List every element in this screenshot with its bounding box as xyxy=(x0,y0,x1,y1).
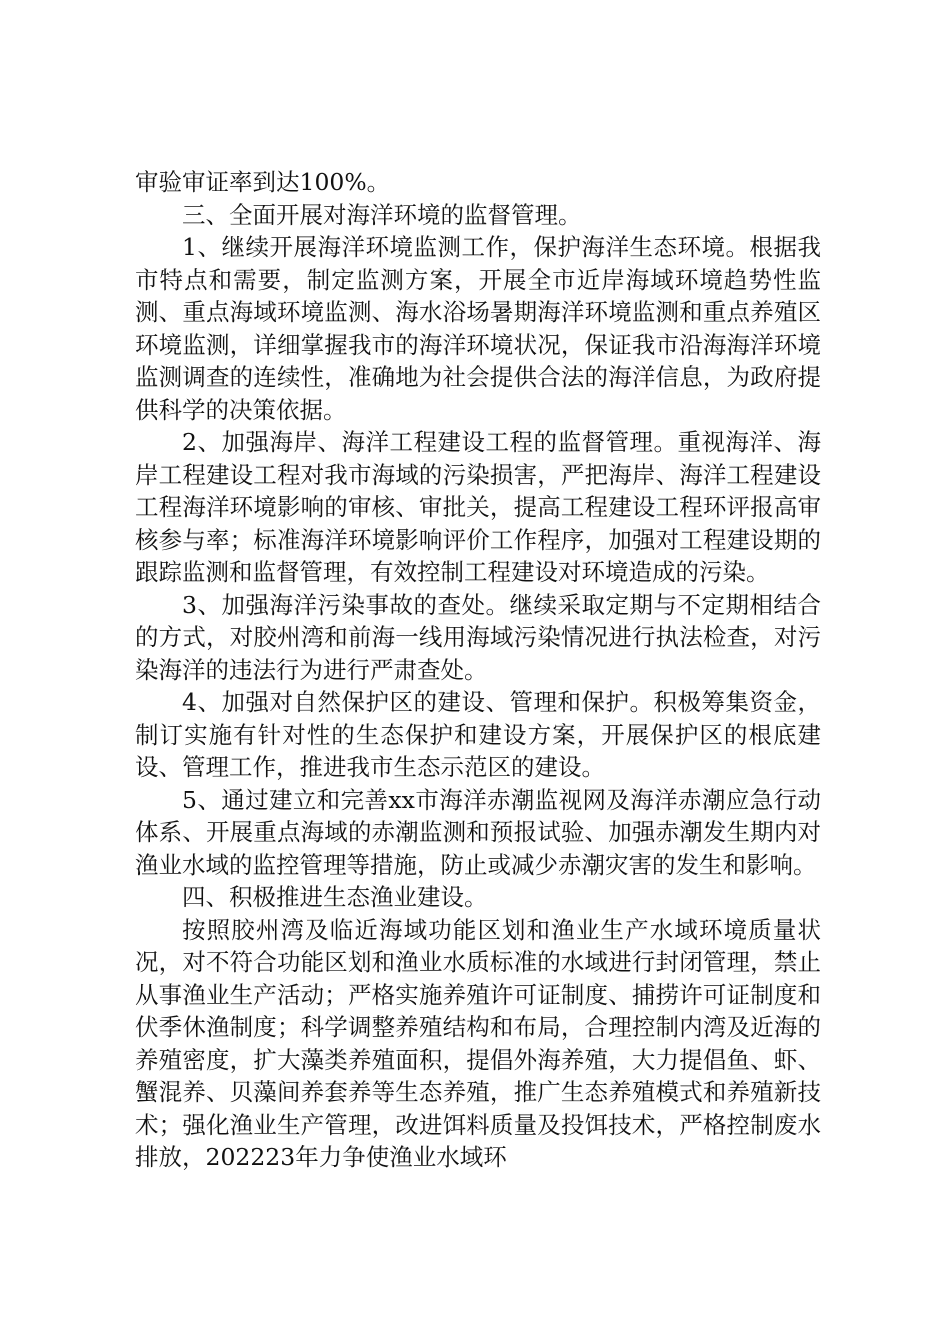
section-heading-three: 三、全面开展对海洋环境的监督管理。 xyxy=(182,200,582,229)
paragraph-fishery: 按照胶州湾及临近海域功能区划和渔业生产水域环境质量状况，对不符合功能区划和渔业水质标准的水域进行封闭管理，禁止从事渔业生产活动；严格实施养殖许可证制度、捕捞许可证制度和伏季休渔制度；科学调整养殖结构和布局，合理控制内湾及近海的养殖密度，扩大藻类养殖面积，提倡外海养殖，大力提倡鱼、虾、蟹混养、贝藻间养套养等生态养殖，推广生态养殖模式和养殖新技术；强化渔业生产管理，改进饵料质量及投饵技术，严格控制废水排放，202223年力争使渔业水域环 xyxy=(135,915,821,1171)
section-heading-four: 四、积极推进生态渔业建设。 xyxy=(182,883,488,911)
paragraph-continuation: 审验审证率到达100%。 xyxy=(135,168,391,196)
paragraph-item-4: 4、加强对自然保护区的建设、管理和保护。积极筹集资金，制订实施有针对性的生态保护和建设方案，开展保护区的根底建设、管理工作，推进我市生态示范区的建设。 xyxy=(135,688,821,781)
paragraph-item-2: 2、加强海岸、海洋工程建设工程的监督管理。重视海洋、海岸工程建设工程对我市海域的污染损害，严把海岸、海洋工程建设工程海洋环境影响的审核、审批关，提高工程建设工程环评报高审核参与率；标准海洋环境影响评价工作程序，加强对工程建设期的跟踪监测和监督管理，有效控制工程建设对环境造成的污染。 xyxy=(135,428,821,586)
document-body xyxy=(135,166,821,1174)
paragraph-item-5: 5、通过建立和完善xx市海洋赤潮监视网及海洋赤潮应急行动体系、开展重点海域的赤潮监测和预报试验、加强赤潮发生期内对渔业水域的监控管理等措施，防止或减少赤潮灾害的发生和影响。 xyxy=(135,785,821,879)
paragraph-item-1: 1、继续开展海洋环境监测工作，保护海洋生态环境。根据我市特点和需要，制定监测方案，开展全市近岸海域环境趋势性监测、重点海域环境监测、海水浴场暑期海洋环境监测和重点养殖区环境监测，详细掌握我市的海洋环境状况，保证我市沿海海洋环境监测调查的连续性，准确地为社会提供合法的海洋信息，为政府提供科学的决策依据。 xyxy=(135,233,821,424)
paragraph-item-3: 3、加强海洋污染事故的查处。继续采取定期与不定期相结合的方式，对胶州湾和前海一线用海域污染情况进行执法检查，对污染海洋的违法行为进行严肃查处。 xyxy=(135,590,821,684)
